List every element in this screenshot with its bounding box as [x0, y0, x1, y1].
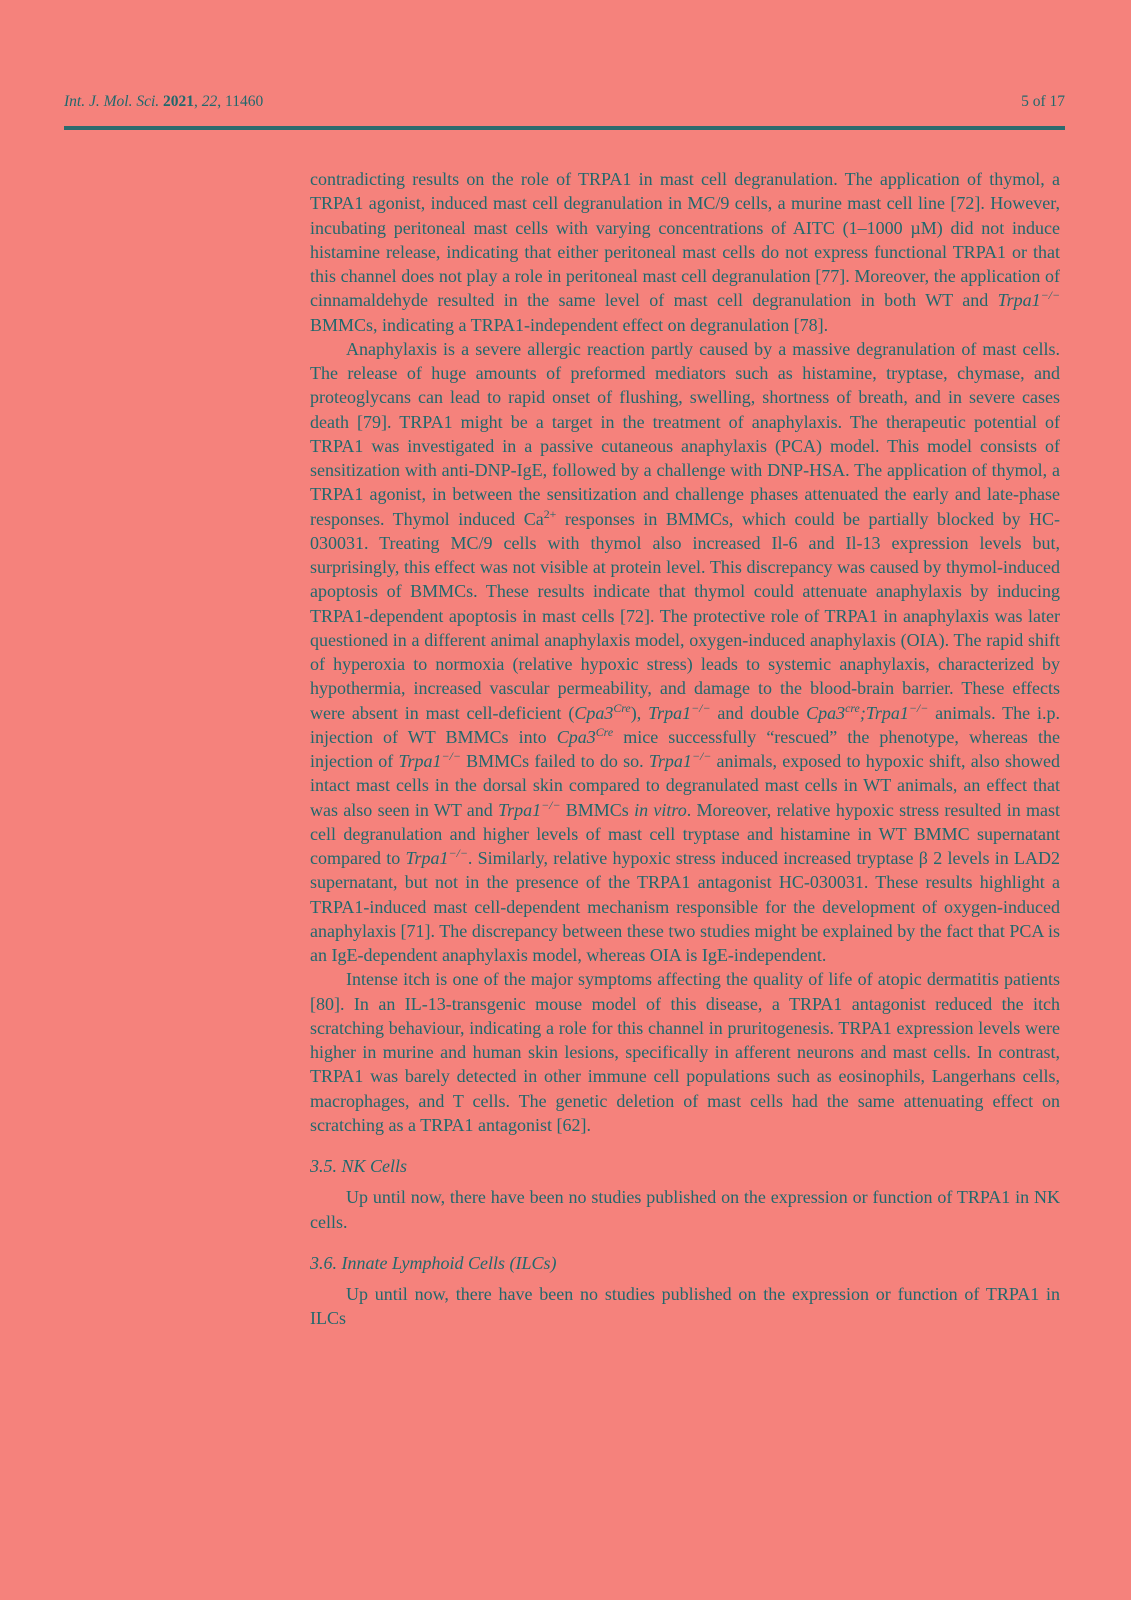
- paragraph: Intense itch is one of the major symptoms affecting the quality of life of atopic dermatitis patients [80]. In an IL-13-transgenic mouse model of this disease, a TRPA1 antagonist reduced the itch scratching behaviour, indicating a role for this channel in pruritogenesis. TRPA1 expression levels were higher in murine and human skin lesions, specifically in afferent neurons and mast cells. In contrast, TRPA1 was barely detected in other immune cell populations such as eosinophils, Langerhans cells, macrophages, and T cells. The genetic deletion of mast cells had the same attenuating effect on scratching as a TRPA1 antagonist [62].: [310, 969, 1060, 1135]
- article-body: [310, 167, 1060, 1331]
- section-heading: 3.6. Innate Lymphoid Cells (ILCs): [310, 1252, 557, 1273]
- paragraph: Up until now, there have been no studies published on the expression or function of TRPA1 in ILCs: [310, 1284, 1060, 1329]
- page-header: [64, 92, 1065, 112]
- paragraph: Up until now, there have been no studies published on the expression or function of TRPA1 in NK cells.: [310, 1187, 1060, 1232]
- page-indicator: 5 of 17: [1021, 93, 1065, 110]
- header-divider: [64, 126, 1065, 130]
- paragraph: Anaphylaxis is a severe allergic reaction partly caused by a massive degranulation of mast cells. The release of huge amounts of preformed mediators such as histamine, tryptase, chymase, and proteoglycans can lead to rapid onset of flushing, swelling, shortness of breath, and in severe cases death [79]. TRPA1 might be a target in the treatment of anaphylaxis. The therapeutic potential of TRPA1 was investigated in a passive cutaneous anaphylaxis (PCA) model. This model consists of sensitization with anti-DNP-IgE, followed by a challenge with DNP-HSA. The application of thymol, a TRPA1 agonist, in between the sensitization and challenge phases attenuated the early and late-phase responses. Thymol induced $Ca^{2+}$ responses in BMMCs, which could be partially blocked by HC-030031. Treating MC/9 cells with thymol also increased Il-6 and Il-13 expression levels but, surprisingly, this effect was not visible at protein level. This discrepancy was caused by thymol-induced apoptosis of BMMCs. These results indicate that thymol could attenuate anaphylaxis by inducing TRPA1-dependent apoptosis in mast cells [72]. The protective role of TRPA1 in anaphylaxis was later questioned in a different animal anaphylaxis model, oxygen-induced anaphylaxis (OIA). The rapid shift of hyperoxia to normoxia (relative hypoxic stress) leads to systemic anaphylaxis, characterized by hypothermia, increased vascular permeability, and damage to the blood-brain barrier. These effects were absent in mast cell-deficient $(Cpa3^{Cre})$, Trpa1−/− and double $Cpa3^{cre};Trpa1^{-/-}$ animals. The i.p. injection of WT BMMCs into $Cpa3^{Cre}$ mice successfully “rescued” the phenotype, whereas the injection of Trpa1−/− BMMCs failed to do so. Trpa1−/− animals, exposed to hypoxic shift, also showed intact mast cells in the dorsal skin compared to degranulated mast cells in WT animals, an effect that was also seen in WT and Trpa1−/− BMMCs in vitro. Moreover, relative hypoxic stress resulted in mast cell degranulation and higher levels of mast cell tryptase and histamine in WT BMMC supernatant compared to Trpa1−/−. Similarly, relative hypoxic stress induced increased tryptase β 2 levels in LAD2 supernatant, but not in the presence of the TRPA1 antagonist HC-030031. These results highlight a TRPA1-induced mast cell-dependent mechanism responsible for the development of oxygen-induced anaphylaxis [71]. The discrepancy between these two studies might be explained by the fact that PCA is an IgE-dependent anaphylaxis model, whereas OIA is IgE-independent.: [310, 338, 1061, 965]
- paragraph: contradicting results on the role of TRPA1 in mast cell degranulation. The application of thymol, a TRPA1 agonist, induced mast cell degranulation in MC/9 cells, a murine mast cell line [72]. However, incubating peritoneal mast cells with varying concentrations of AITC (1–1000 µM) did not induce histamine release, indicating that either peritoneal mast cells do not express functional TRPA1 or that this channel does not play a role in peritoneal mast cell degranulation [77]. Moreover, the application of cinnamaldehyde resulted in the same level of mast cell degranulation in both WT and Trpa1−/− BMMCs, indicating a TRPA1-independent effect on degranulation [78].: [310, 169, 1060, 335]
- journal-citation: Int. J. Mol. Sci. 2021, 22, 11460: [64, 93, 264, 110]
- section-heading: 3.5. NK Cells: [310, 1156, 408, 1176]
